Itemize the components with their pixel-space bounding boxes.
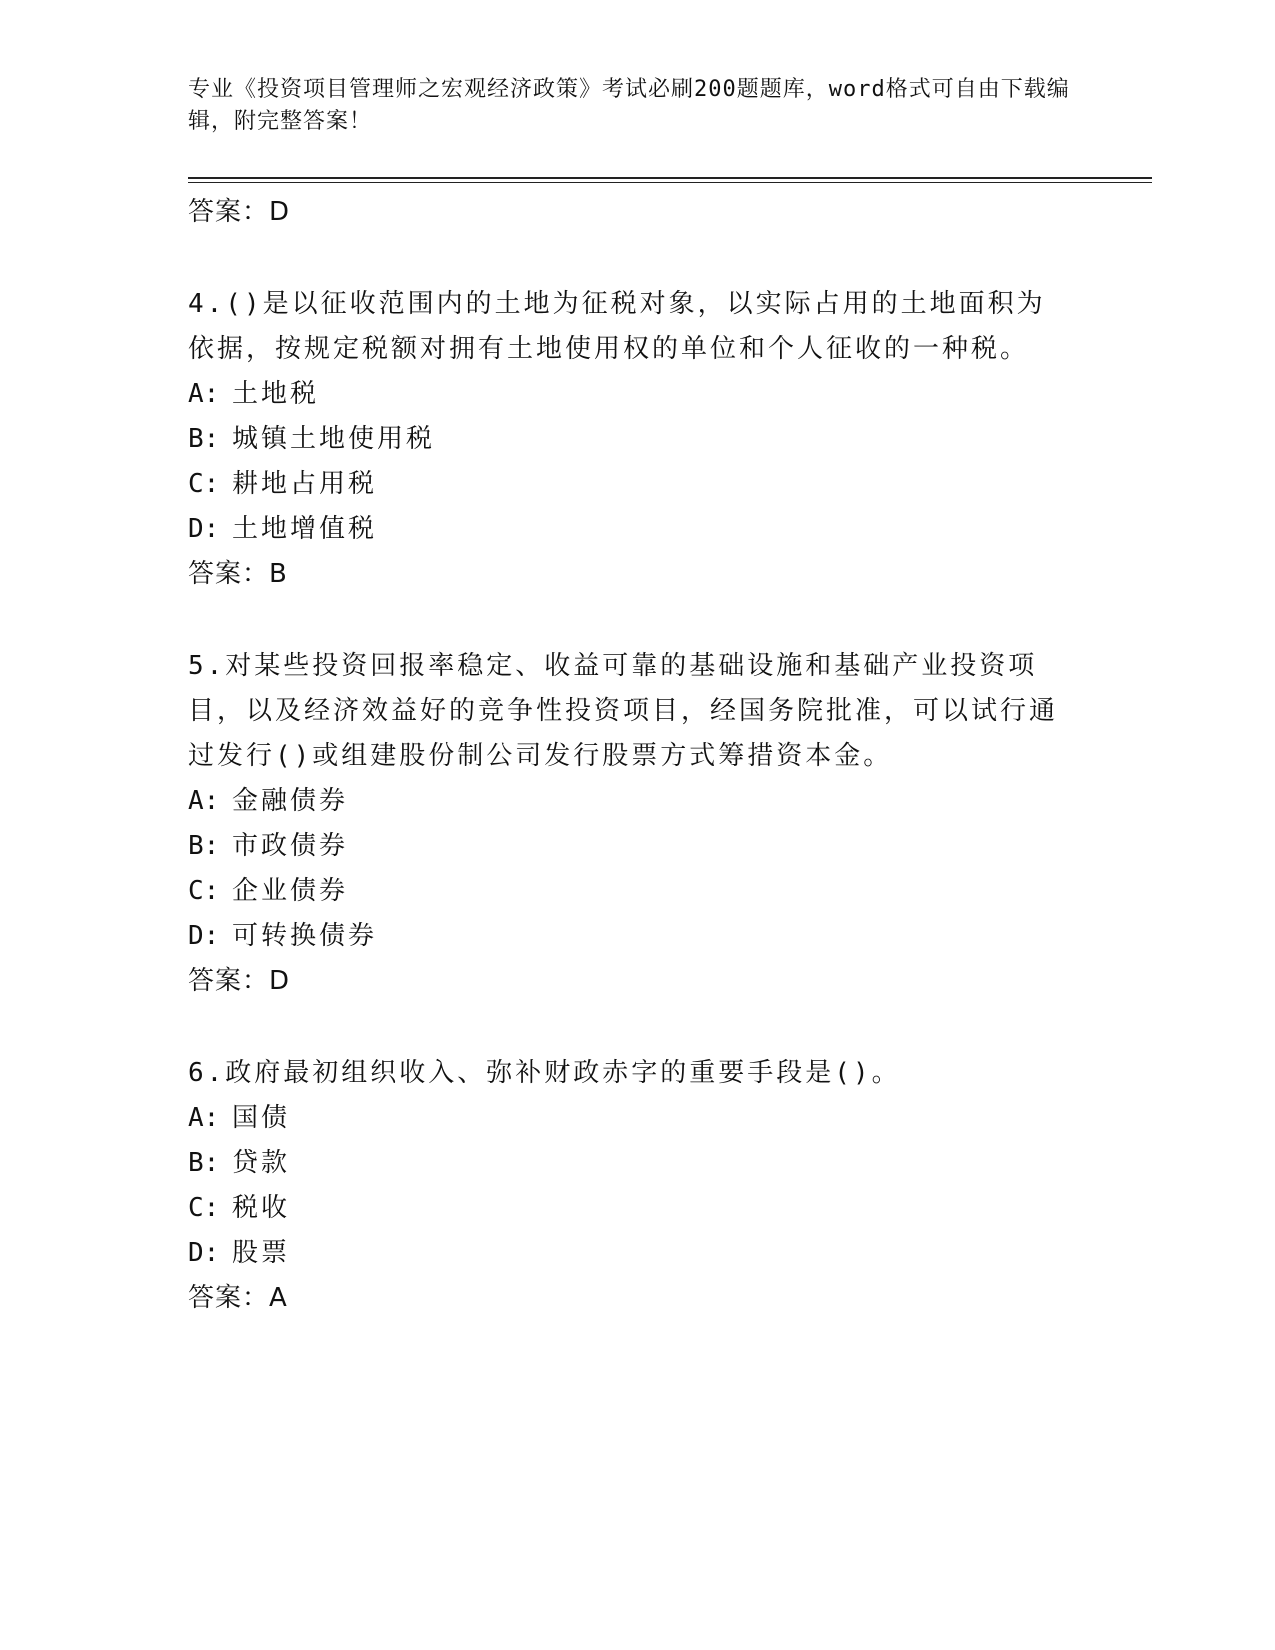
answer: 答案：B (188, 559, 288, 589)
question-text: 5.对某些投资回报率稳定、收益可靠的基础设施和基础产业投资项目，以及经济效益好的竞争性投资项目，经国务院批准，可以试行通过发行()或组建股份制公司发行股票方式筹措资本金。 (188, 651, 1059, 771)
option-text: 企业债券 (232, 876, 349, 906)
option-letter: B: (188, 831, 220, 861)
option-text: 城镇土地使用税 (232, 424, 436, 454)
answer: 答案：A (188, 1283, 288, 1313)
option-d (188, 914, 1068, 959)
option-text: 贷款 (232, 1148, 291, 1178)
option-b (188, 1141, 1068, 1186)
option-b (188, 417, 1068, 462)
option-text: 市政债券 (232, 831, 349, 861)
answer: 答案：D (188, 966, 291, 996)
option-d (188, 507, 1068, 552)
question-6 (188, 1051, 1068, 1320)
option-text: 耕地占用税 (232, 469, 378, 499)
question-5 (188, 644, 1068, 1003)
question-text: 6.政府最初组织收入、弥补财政赤字的重要手段是()。 (188, 1058, 901, 1088)
option-b (188, 824, 1068, 869)
option-letter: A: (188, 379, 220, 409)
option-c (188, 462, 1068, 507)
option-d (188, 1231, 1068, 1276)
option-text: 土地增值税 (232, 514, 378, 544)
option-letter: D: (188, 514, 220, 544)
option-text: 土地税 (232, 379, 320, 409)
option-text: 国债 (232, 1103, 291, 1133)
option-letter: C: (188, 469, 220, 499)
option-text: 金融债券 (232, 786, 349, 816)
question-list (188, 190, 1068, 1320)
option-letter: A: (188, 1103, 220, 1133)
option-a (188, 1096, 1068, 1141)
option-c (188, 869, 1068, 914)
option-a (188, 779, 1068, 824)
header-divider-thick (188, 177, 1152, 179)
option-letter: B: (188, 1148, 220, 1178)
option-letter: C: (188, 1193, 220, 1223)
answer-prev: 答案：D (188, 197, 291, 227)
option-letter: D: (188, 1238, 220, 1268)
option-a (188, 372, 1068, 417)
document-header: 专业《投资项目管理师之宏观经济政策》考试必刷200题题库，word格式可自由下载编辑，附完整答案！ (188, 77, 1070, 134)
header-divider-thin (188, 182, 1152, 183)
option-c (188, 1186, 1068, 1231)
option-letter: C: (188, 876, 220, 906)
option-text: 税收 (232, 1193, 291, 1223)
question-4 (188, 282, 1068, 596)
option-text: 股票 (232, 1238, 291, 1268)
question-text: 4.()是以征收范围内的土地为征税对象，以实际占用的土地面积为依据，按规定税额对拥有土地使用权的单位和个人征收的一种税。 (188, 289, 1046, 364)
option-text: 可转换债券 (232, 921, 378, 951)
option-letter: D: (188, 921, 220, 951)
option-letter: B: (188, 424, 220, 454)
option-letter: A: (188, 786, 220, 816)
